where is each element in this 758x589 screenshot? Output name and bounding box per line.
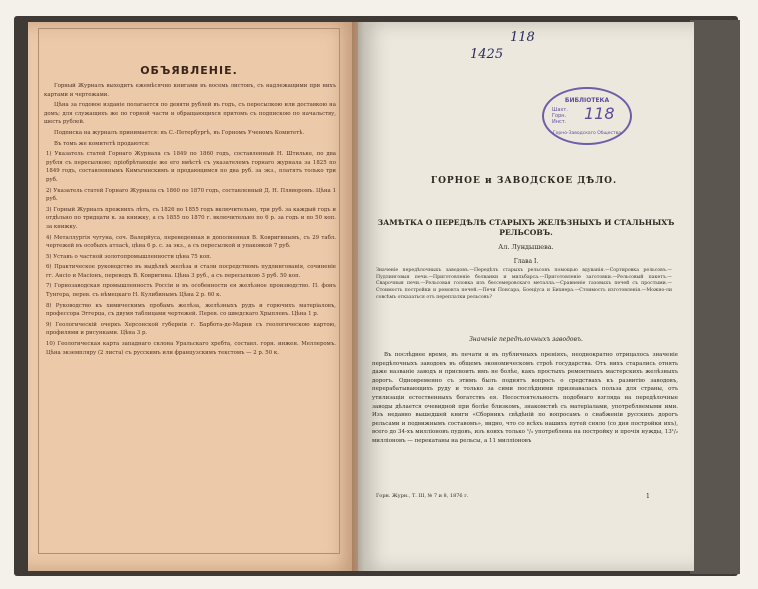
announcement-item: 8) Руководство къ химическимъ пробамъ желѣза, желѣзныхъ рудъ и горючихъ матеріаловъ, профессора Эггерца, съ двумя таблицами чертежей. Перев. со шведскаго Хрыплевъ. Цѣна 1 р. (46, 302, 336, 318)
stamp-label: БИБЛІОТЕКА (564, 97, 610, 104)
announcement-paragraph: Горный Журналъ выходитъ ежемѣсячно книгами въ восемь листовъ, съ надлежащими при нихъ картами и чертежами. (44, 83, 336, 98)
handwritten-number: 118 (510, 30, 535, 45)
announcement-item: 4) Металлургія чугуна, соч. Валерйуса, переведенная и дополненная В. Ковригинымъ, съ 29 табл. чертежей въ особыхъ атласѣ, цѣна 6 р. с. за экз., а съ пересылкой и упаковкой 7 руб. (46, 234, 336, 250)
stamp-number: 118 (584, 104, 615, 123)
announcement-item: 1) Указатель статей Горнаго Журнала съ 1849 по 1860 годъ, составленный Н. Штильке, по два рубля съ пересылкою; пріобрѣтающіе же его вмѣстѣ съ указателемъ горнаго журнала за 1825 по 1849 годъ, составленнымъ Кимъгинскимъ и продающимся по два руб. за экз., платятъ только три руб. (46, 151, 336, 183)
announcement-title: ОБЪЯВЛЕНІЕ. (140, 64, 238, 77)
announcement-item: 2) Указатель статей Горнаго Журнала съ 1860 по 1870 годъ, составленный Д. Н. Пляворомъ. Цѣна 1 руб. (46, 187, 336, 203)
announcement-item: 9) Геологическій очеркъ Херсонской губерніи г. Барбота-де-Марни съ геологическою картою, профилями и рисунками. Цѣна 3 р. (46, 321, 336, 337)
announcement-item: 6) Практическое руководство въ выдѣлкѣ желѣза и стали посредствомъ пудлингованія, сочиненіе гг. Ансіо и Масіонъ, переводъ В. Ковригина. Цѣна 3 руб., а съ пересылкою 3 руб. 50 коп. (46, 264, 336, 279)
page-footer: Горн. Журн., Т. III, № 7 и 8, 1876 г. (376, 493, 469, 499)
article-author: Ал. Лундышева. (498, 243, 554, 251)
announcement-paragraph: Цѣна за годовое изданіе полагается по девяти рублей въ годъ, съ пересылкою или доставкою на домъ; для служащихъ же по горной части и обращающихся притомъ съ подпискою по начальству, шесть рублей. (44, 102, 336, 126)
chapter-summary: Значеніе передѣлочныхъ заводовъ.—Передѣлъ старыхъ рельсовъ помощью вдуванія.—Сортировка рельсовъ.—Пудлинговыя печи.—Приготовленіе болванки и мильбарса.—Приготовленіе заготовки.—Рельсовый пакетъ.—Сварочныя печи.—Рельсовая головка изъ бессемеровскаго металла.—Сравненіе газовыхъ печей съ простыми.—Стоимость постройки и ремонта печей.—Печи Понсара, Боеціуса и Бихнера.—Стоимость изготовленія.—Можно-ли совсѣмъ отказаться отъ переплатки рельсовъ? (376, 268, 672, 300)
article-paragraph: Въ послѣднее время, въ печати и въ публичныхъ преніяхъ, неоднократно отрицалось значеніе передѣлочныхъ заводовъ въ общемъ экономическомъ строѣ государства. Отъ нихъ старались отнять даже названіе заводъ и присвоить имъ не болѣе, какъ простыхъ ремонтныхъ мастерскихъ желѣзныхъ дорогъ. Одновременно съ этимъ былъ поднятъ вопросъ о средствахъ къ развитію заводовъ, перерабатывающихъ руду и только за сими послѣдними признавалась польза для страны, отъ утилизаціи естественныхъ богатствъ ея. Несостоятельность подобнаго взгляда на передѣлочные заводы дѣлается очевидной при болѣе близкомъ, знакомствѣ съ матеріалами, употребляемыми ими. Изъ недавно вышедшей книги «Сборникъ свѣдѣній по вопросамъ о снабженіи русскихъ дорогъ рельсами и подвижнымъ составомъ», видно, что со всѣхъ нашихъ путей сняло (со дня постройки ихъ), всего до 34-хъ милліоновъ пудовъ, изъ коихъ только ¹/₃ употреблена на постройку и прочія нужды, 13¹/₂ милліоновъ — перекатаны на рельсы, а 11 милліоновъ (372, 352, 678, 444)
stamp-sub: Шахт. Горн. Инст. (552, 107, 568, 125)
book-cover-edge (690, 20, 740, 574)
announcement-paragraph: Въ томъ же комитетѣ продаются: (54, 140, 150, 147)
article-title: ЗАМѢТКА О ПЕРЕДѢЛѢ СТАРЫХЪ ЖЕЛѢЗНЫХЪ И СТАЛЬНЫХЪ РЕЛЬСОВЪ. (377, 218, 675, 237)
announcement-item: 3) Горный Журналъ прежнихъ лѣтъ, съ 1826 по 1855 годъ включительно, три руб. за каждый годъ и отдѣльно по тридцати к. за книжку, а съ 1855 по 1870 г. включительно по 6 р. за годъ и по 50 коп. за книжку. (46, 206, 336, 230)
page-number: 1 (646, 493, 650, 500)
announcement-item: 10) Геологическая карта западнаго склона Уральскаго хребта, составл. горн. инжен. Меллеромъ. Цѣна экземпляру (2 листа) съ русскимъ или французскимъ текстомъ — 2 р. 50 к. (46, 341, 336, 356)
announcement-item: 7) Горнозаводская промышленность Россіи и въ особенности ея желѣзное производство. П. фонъ Тунгера, перев. съ нѣмецкаго Н. Кулибинымъ Цѣна 2 р. 60 к. (46, 283, 336, 299)
chapter-heading: Глава I. (513, 258, 539, 265)
journal-title: ГОРНОЕ и ЗАВОДСКОЕ ДѢЛО. (430, 176, 618, 186)
section-heading: Значеніе передѣлочныхъ заводовъ. (469, 336, 583, 343)
article-body (372, 351, 678, 446)
announcement-item: 5) Уставъ о частной золотопромышленности цѣна 75 коп. (46, 253, 212, 260)
handwritten-number: 1425 (470, 47, 504, 62)
announcement-paragraph: Подписка на журналъ принимается: въ С.-Петербургѣ, въ Горномъ Ученомъ Комитетѣ. (54, 129, 305, 136)
announcement-text (44, 82, 336, 359)
stamp-ring: Горно-Заводскаго Общества (552, 131, 622, 136)
library-stamp (542, 87, 632, 145)
book-spine (352, 22, 364, 571)
